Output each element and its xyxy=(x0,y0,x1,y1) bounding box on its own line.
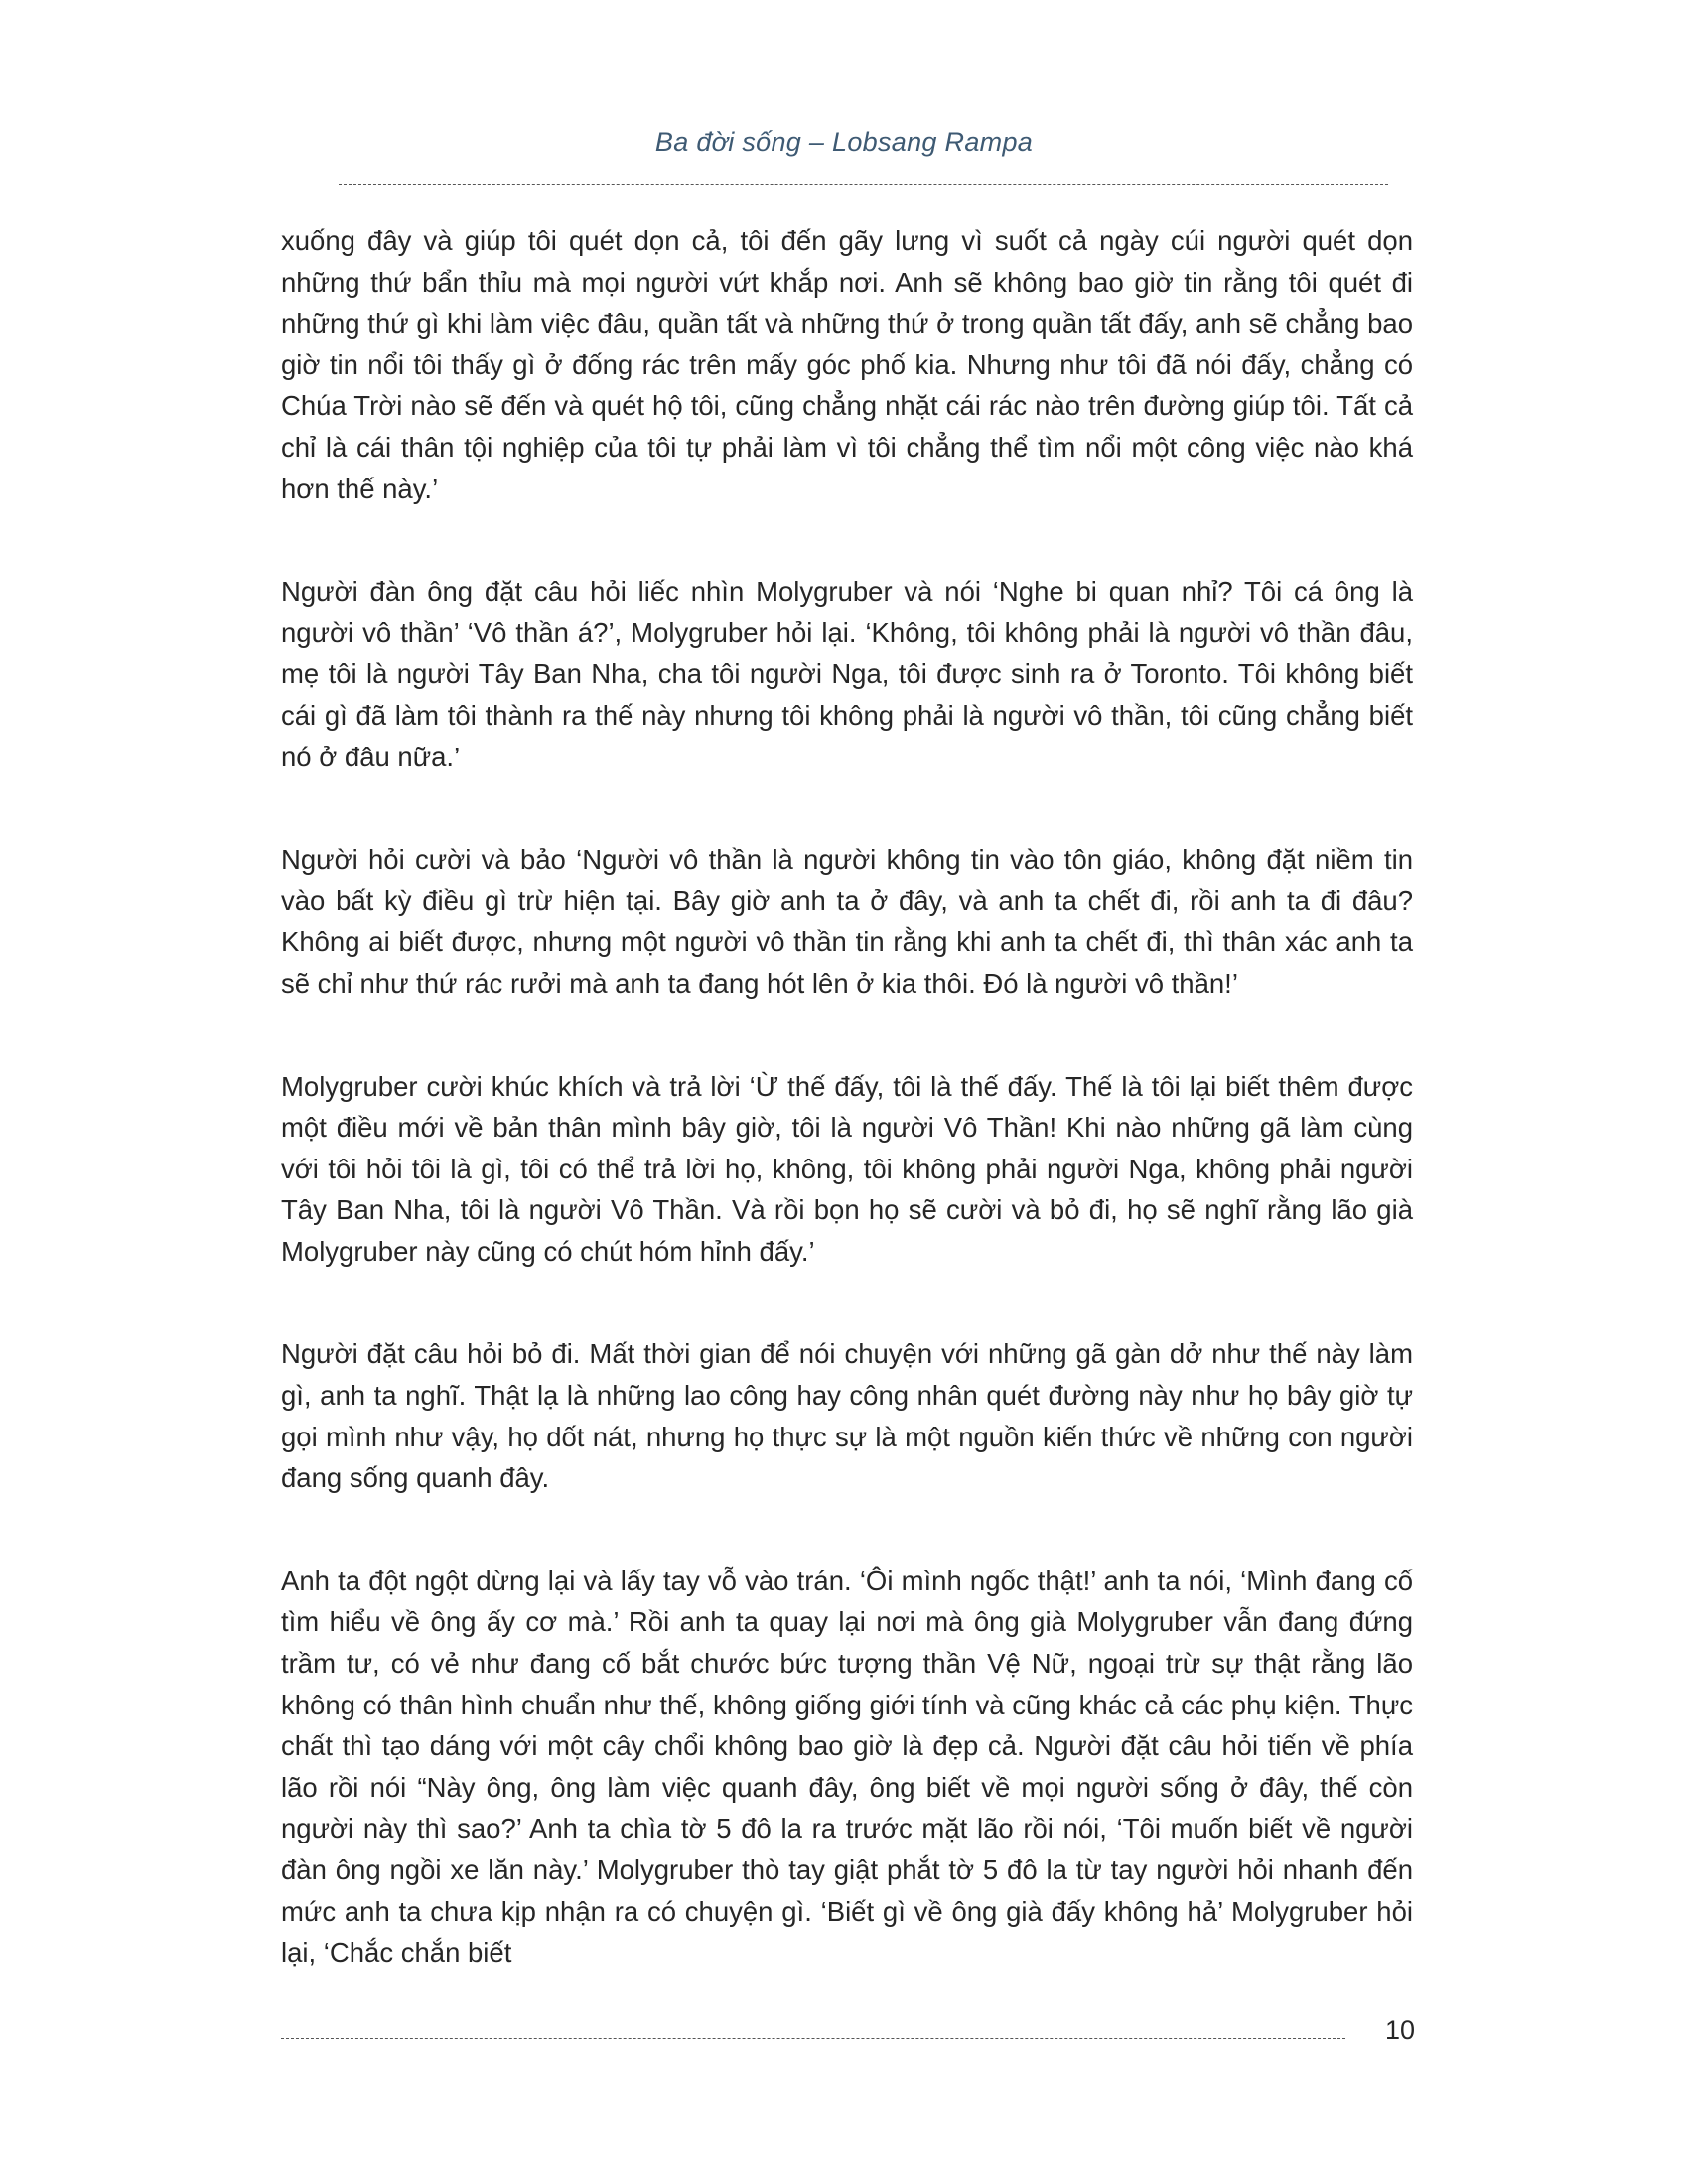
paragraph: Anh ta đột ngột dừng lại và lấy tay vỗ vào trán. ‘Ôi mình ngốc thật!’ anh ta nói, ‘Mình đang cố tìm hiểu về ông ấy cơ mà.’ Rồi anh ta quay lại nơi mà ông già Molygruber vẫn đang đứng trầm tư, có vẻ như đang cố bắt chước bức tượng thần Vệ Nữ, ngoại trừ sự thật rằng lão không có thân hình chuẩn như thế, không giống giới tính và cũng khác cả các phụ kiện. Thực chất thì tạo dáng với một cây chổi không bao giờ là đẹp cả. Người đặt câu hỏi tiến về phía lão rồi nói “Này ông, ông làm việc quanh đây, ông biết về mọi người sống ở đây, thế còn người này thì sao?’ Anh ta chìa tờ 5 đô la ra trước mặt lão rồi nói, ‘Tôi muốn biết về người đàn ông ngồi xe lăn này.’ Molygruber thò tay giật phắt tờ 5 đô la từ tay người hỏi nhanh đến mức anh ta chưa kịp nhận ra có chuyện gì. ‘Biết gì về ông già đấy không hả’ Molygruber hỏi lại, ‘Chắc chắn biết xyxy=(281,1565,1413,1969)
body-text xyxy=(281,220,1413,1974)
header-dashed-rule xyxy=(339,184,1388,185)
paragraph: Người đặt câu hỏi bỏ đi. Mất thời gian để nói chuyện với những gã gàn dở như thế này làm gì, anh ta nghĩ. Thật lạ là những lao công hay công nhân quét đường này như họ bây giờ tự gọi mình như vậy, họ dốt nát, nhưng họ thực sự là một nguồn kiến thức về những con người đang sống quanh đây. xyxy=(281,1338,1413,1494)
paragraph: xuống đây và giúp tôi quét dọn cả, tôi đến gãy lưng vì suốt cả ngày cúi người quét dọn những thứ bẩn thỉu mà mọi người vứt khắp nơi. Anh sẽ không bao giờ tin rằng tôi quét đi những thứ gì khi làm việc đâu, quần tất và những thứ ở trong quần tất đấy, anh sẽ chẳng bao giờ tin nổi tôi thấy gì ở đống rác trên mấy góc phố kia. Nhưng như tôi đã nói đấy, chẳng có Chúa Trời nào sẽ đến và quét hộ tôi, cũng chẳng nhặt cái rác nào trên đường giúp tôi. Tất cả chỉ là cái thân tội nghiệp của tôi tự phải làm vì tôi chẳng thể tìm nổi một công việc nào khá hơn thế này.’ xyxy=(281,225,1413,504)
running-header: Ba đời sống – Lobsang Rampa xyxy=(654,127,1034,157)
paragraph: Người hỏi cười và bảo ‘Người vô thần là người không tin vào tôn giáo, không đặt niềm tin vào bất kỳ điều gì trừ hiện tại. Bây giờ anh ta ở đây, và anh ta chết đi, rồi anh ta đi đâu? Không ai biết được, nhưng một người vô thần tin rằng khi anh ta chết đi, thì thân xác anh ta sẽ chỉ như thứ rác rưởi mà anh ta đang hót lên ở kia thôi. Đó là người vô thần!’ xyxy=(281,844,1413,999)
paragraph: Molygruber cười khúc khích và trả lời ‘Ừ thế đấy, tôi là thế đấy. Thế là tôi lại biết thêm được một điều mới về bản thân mình bây giờ, tôi là người Vô Thần! Khi nào những gã làm cùng với tôi hỏi tôi là gì, tôi có thể trả lời họ, không, tôi không phải người Nga, không phải người Tây Ban Nha, tôi là người Vô Thần. Và rồi bọn họ sẽ cười và bỏ đi, họ sẽ nghĩ rằng lão già Molygruber này cũng có chút hóm hỉnh đấy.’ xyxy=(281,1070,1413,1267)
paragraph: Người đàn ông đặt câu hỏi liếc nhìn Molygruber và nói ‘Nghe bi quan nhỉ? Tôi cá ông là người vô thần’ ‘Vô thần á?’, Molygruber hỏi lại. ‘Không, tôi không phải là người vô thần đâu, mẹ tôi là người Tây Ban Nha, cha tôi người Nga, tôi được sinh ra ở Toronto. Tôi không biết cái gì đã làm tôi thành ra thế này nhưng tôi không phải là người vô thần, tôi cũng chẳng biết nó ở đâu nữa.’ xyxy=(281,576,1413,772)
page-number: 10 xyxy=(1384,2015,1415,2045)
footer-dashed-rule xyxy=(281,2038,1345,2039)
